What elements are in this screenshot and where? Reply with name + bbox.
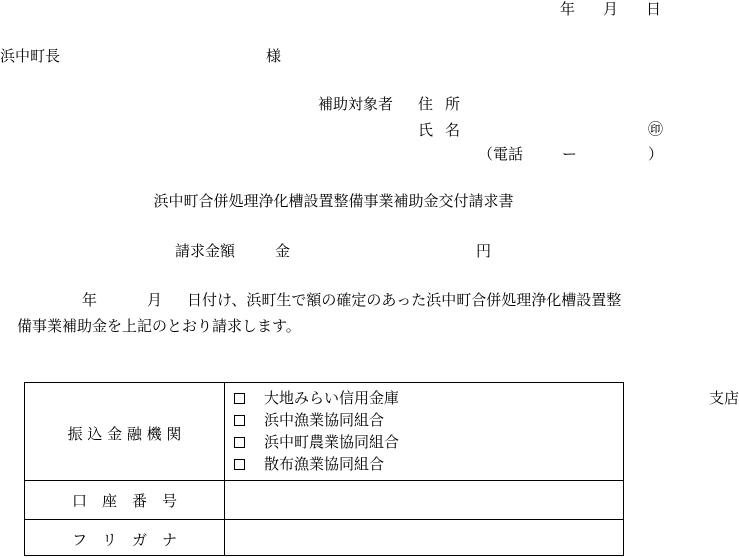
name-label: 氏名 [418,121,473,139]
furigana-label: フ リ ガ ナ [71,531,177,549]
phone-close: ） [648,145,664,163]
bank-option-label: 浜中町農業協同組合 [264,433,400,451]
body-line-1 [82,291,621,309]
bank-option-label: 散布漁業協同組合 [264,455,385,473]
year-label: 年 [559,0,575,18]
document-title: 浜中町合併処理浄化槽設置整備事業補助金交付請求書 [153,192,514,210]
amount-prefix: 金 [275,242,291,260]
body-line-1-rest: 日付け、浜町生で額の確定のあった浜中町合併処理浄化槽設置整 [187,291,622,309]
checkbox-icon[interactable] [234,459,245,470]
amount-label: 請求金額 [175,242,236,260]
date-line [560,0,661,18]
bank-option-hamanaka-fishery[interactable] [234,411,384,429]
branch-label: 支店 [709,389,739,407]
addressee-name: 浜中町長 [0,47,61,65]
account-number-label: 口 座 番 号 [71,492,177,510]
bank-option-daichi-mirai[interactable] [234,389,739,407]
bank-option-hamanaka-agri[interactable] [234,433,399,451]
checkbox-icon[interactable] [234,393,245,404]
address-label: 住所 [418,95,473,113]
bank-option-chirippu-fishery[interactable] [234,455,384,473]
phone-open: （電話 [478,145,524,163]
applicant-label: 補助対象者 [318,95,394,113]
seal-mark-icon: ㊞ [648,120,664,138]
bank-info-table [24,382,739,556]
bank-label: 振 込 金 融 機 関 [67,425,182,443]
month-label: 月 [602,0,618,18]
checkbox-icon[interactable] [234,415,245,426]
day-label: 日 [645,0,661,18]
table-divider-vertical [224,383,225,555]
body-month-label: 月 [147,291,163,309]
amount-suffix: 円 [476,242,492,260]
table-divider-2 [25,519,623,520]
bank-option-label: 大地みらい信用金庫 [264,389,400,407]
bank-option-label: 浜中漁業協同組合 [264,411,385,429]
phone-dash: ー [562,145,578,163]
addressee-honorific: 様 [266,47,282,65]
checkbox-icon[interactable] [234,437,245,448]
body-year-label: 年 [82,291,98,309]
body-line-2: 備事業補助金を上記のとおり請求します。 [17,317,301,335]
table-divider-1 [25,480,623,481]
